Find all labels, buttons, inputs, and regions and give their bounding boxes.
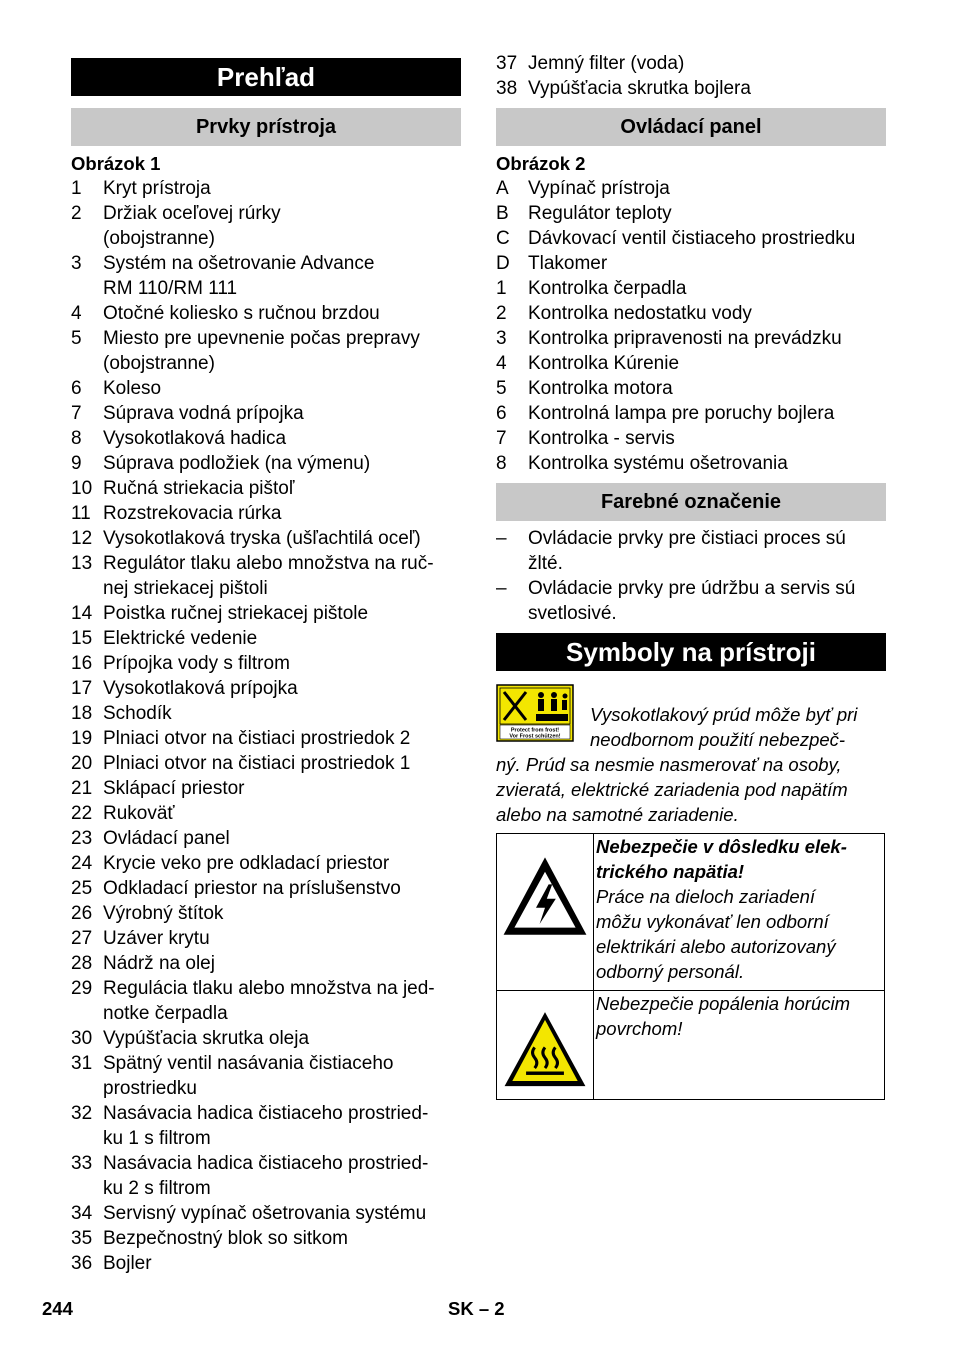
control-panel-item-number: B (496, 203, 509, 224)
control-panel-item-text: Vypínač prístroja (528, 178, 670, 199)
control-panel-item-number: 5 (496, 378, 507, 399)
part-item-number: 25 (71, 878, 93, 899)
part-item (71, 801, 461, 826)
color-coding-item-text: svetlosivé. (528, 603, 617, 624)
part-item-text: Súprava vodná prípojka (103, 403, 304, 424)
section-label: SK – 2 (448, 1298, 505, 1319)
part-item-number: 19 (71, 728, 93, 749)
part-item-text: ku 2 s filtrom (103, 1178, 211, 1199)
part-item-number: 23 (71, 828, 93, 849)
part-item-text: Vypúšťacia skrutka bojlera (528, 78, 751, 99)
part-item-text: Sklápací priestor (103, 778, 245, 799)
color-coding-item-text: Ovládacie prvky pre čistiaci proces sú (528, 528, 846, 549)
part-item-number: 34 (71, 1203, 93, 1224)
hot-text-line-1: Nebezpečie popálenia horúcim (596, 993, 851, 1014)
part-item (71, 201, 461, 251)
part-item-text: Odkladací priestor na príslušenstvo (103, 878, 401, 899)
control-panel-item-text: Kontrolka motora (528, 378, 673, 399)
part-item-number: 6 (71, 378, 82, 399)
page-number: 244 (42, 1298, 73, 1319)
part-item-text: Poistka ručnej striekacej pištole (103, 603, 369, 624)
subsection-title-color-coding: Farebné označenie (496, 483, 886, 521)
color-coding-item-number: – (496, 578, 507, 599)
part-item-text: Plniaci otvor na čistiaci prostriedok 1 (103, 753, 411, 774)
electric-title-line-1: Nebezpečie v dôsledku elek- (596, 836, 847, 857)
part-item-text: notke čerpadla (103, 1003, 228, 1024)
control-panel-item (496, 301, 886, 326)
part-item-number: 16 (71, 653, 93, 674)
part-item-text: Nasávacia hadica čistiaceho prostried- (103, 1103, 429, 1124)
part-item-text: Vysokotlaková hadica (103, 428, 287, 449)
part-item-text: (obojstranne) (103, 353, 215, 374)
hot-surface-text (594, 991, 885, 1100)
part-item-text: Regulátor tlaku alebo množstva na ruč- (103, 553, 434, 574)
part-item-text: Jemný filter (voda) (528, 53, 685, 74)
control-panel-item-text: Kontrolka Kúrenie (528, 353, 680, 374)
part-item (71, 976, 461, 1026)
part-item (496, 51, 886, 76)
part-item (71, 651, 461, 676)
control-panel-item (496, 201, 886, 226)
control-panel-item-number: 3 (496, 328, 507, 349)
part-item-number: 4 (71, 303, 82, 324)
electric-title-line-2: trického napätia! (596, 861, 745, 882)
part-item (71, 876, 461, 901)
part-item (71, 676, 461, 701)
electric-text-line-4: odborný personál. (596, 961, 745, 982)
part-item-text: Servisný vypínač ošetrovania systému (103, 1203, 427, 1224)
figure-label-2: Obrázok 2 (496, 153, 586, 174)
part-item (71, 1026, 461, 1051)
part-item-text: Krycie veko pre odkladací priestor (103, 853, 390, 874)
part-item (71, 401, 461, 426)
part-item-text: Spätný ventil nasávania čistiaceho (103, 1053, 394, 1074)
subsection-title-control-panel: Ovládací panel (496, 108, 886, 146)
frost-warning-label-icon (496, 684, 574, 742)
part-item-text: Otočné koliesko s ručnou brzdou (103, 303, 380, 324)
control-panel-item-number: C (496, 228, 510, 249)
part-item-number: 32 (71, 1103, 93, 1124)
control-panel-item-number: D (496, 253, 510, 274)
control-panel-item-number: 7 (496, 428, 507, 449)
part-item-text: Súprava podložiek (na výmenu) (103, 453, 371, 474)
part-item-text: Vysokotlaková tryska (ušľachtilá oceľ) (103, 528, 421, 549)
part-item (71, 751, 461, 776)
part-item-number: 10 (71, 478, 93, 499)
part-item (71, 1201, 461, 1226)
electric-hazard-cell (497, 834, 594, 991)
part-item (71, 1251, 461, 1276)
part-item (71, 1226, 461, 1251)
part-item-text: Elektrické vedenie (103, 628, 258, 649)
part-item-text: Plniaci otvor na čistiaci prostriedok 2 (103, 728, 411, 749)
part-item-text: prostriedku (103, 1078, 197, 1099)
part-item (71, 776, 461, 801)
part-item-text: ku 1 s filtrom (103, 1128, 211, 1149)
part-item-number: 20 (71, 753, 93, 774)
part-item-number: 11 (71, 503, 91, 524)
control-panel-item-number: 8 (496, 453, 507, 474)
part-item-text: Vysokotlaková prípojka (103, 678, 298, 699)
part-item-number: 15 (71, 628, 93, 649)
symbols-table (496, 833, 885, 1100)
color-coding-item-number: – (496, 528, 507, 549)
part-item-number: 2 (71, 203, 82, 224)
frost-label-line-2: Vor Frost schützen! (509, 733, 561, 740)
part-item (71, 701, 461, 726)
part-item-text: Vypúšťacia skrutka oleja (103, 1028, 310, 1049)
part-item-text: Bojler (103, 1253, 152, 1274)
electric-text-line-2: môžu vykonávať len odborní (596, 911, 829, 932)
part-item-number: 27 (71, 928, 93, 949)
control-panel-item-number: A (496, 178, 509, 199)
control-panel-item-text: Kontrolka nedostatku vody (528, 303, 752, 324)
part-item (71, 826, 461, 851)
part-item-number: 26 (71, 903, 93, 924)
part-item (496, 76, 886, 101)
part-item-number: 18 (71, 703, 93, 724)
part-item-number: 7 (71, 403, 82, 424)
part-item-text: Držiak oceľovej rúrky (103, 203, 281, 224)
part-item (71, 851, 461, 876)
part-item (71, 726, 461, 751)
part-item (71, 451, 461, 476)
part-item-text: Nádrž na olej (103, 953, 215, 974)
control-panel-item-text: Kontrolná lampa pre poruchy bojlera (528, 403, 835, 424)
color-coding-list (496, 526, 886, 626)
part-item-number: 30 (71, 1028, 93, 1049)
control-panel-item-number: 1 (496, 278, 507, 299)
color-coding-item (496, 576, 886, 626)
part-item-text: Kryt prístroja (103, 178, 211, 199)
part-item-text: Uzáver krytu (103, 928, 210, 949)
part-item-number: 5 (71, 328, 82, 349)
control-panel-item-text: Kontrolka pripravenosti na prevádzku (528, 328, 842, 349)
color-coding-item-text: Ovládacie prvky pre údržbu a servis sú (528, 578, 856, 599)
control-panel-item-number: 4 (496, 353, 507, 374)
control-panel-item-text: Kontrolka systému ošetrovania (528, 453, 788, 474)
electric-shock-warning-icon (500, 852, 590, 942)
control-panel-item (496, 376, 886, 401)
section-title-symbols: Symboly na prístroji (496, 633, 886, 671)
parts-list (71, 176, 461, 1276)
part-item-number: 33 (71, 1153, 93, 1174)
pressure-warning-line-3: ný. Prúd sa nesmie nasmerovať na osoby, (496, 754, 842, 775)
part-item-number: 22 (71, 803, 93, 824)
part-item (71, 526, 461, 551)
control-panel-item-text: Tlakomer (528, 253, 608, 274)
part-item-number: 31 (71, 1053, 93, 1074)
control-panel-item (496, 426, 886, 451)
part-item-text: Regulácia tlaku alebo množstva na jed- (103, 978, 435, 999)
control-panel-item (496, 401, 886, 426)
parts-list-continued (496, 51, 886, 101)
part-item (71, 951, 461, 976)
control-panel-item-number: 6 (496, 403, 507, 424)
control-panel-item (496, 251, 886, 276)
part-item-text: Výrobný štítok (103, 903, 224, 924)
part-item (71, 1051, 461, 1101)
part-item-text: Koleso (103, 378, 162, 399)
control-panel-item-text: Kontrolka - servis (528, 428, 675, 449)
part-item-text: Bezpečnostný blok so sitkom (103, 1228, 349, 1249)
part-item (71, 1151, 461, 1201)
part-item (71, 901, 461, 926)
control-panel-item-number: 2 (496, 303, 507, 324)
part-item-text: Ovládací panel (103, 828, 230, 849)
part-item (71, 251, 461, 301)
part-item-number: 37 (496, 53, 518, 74)
part-item (71, 626, 461, 651)
section-title-overview: Prehľad (71, 58, 461, 96)
part-item (71, 426, 461, 451)
part-item-number: 36 (71, 1253, 93, 1274)
part-item-number: 38 (496, 78, 518, 99)
frost-label-line-1: Protect from frost! (510, 727, 560, 734)
hot-surface-warning-icon (502, 1009, 588, 1091)
part-item (71, 501, 461, 526)
symbol-row-hot-surface (497, 991, 885, 1100)
hot-text-line-2: povrchom! (596, 1018, 683, 1039)
electric-text-line-3: elektrikári alebo autorizovaný (596, 936, 836, 957)
part-item (71, 551, 461, 601)
part-item-text: Schodík (103, 703, 172, 724)
control-panel-item-text: Dávkovací ventil čistiaceho prostriedku (528, 228, 856, 249)
hot-surface-cell (497, 991, 594, 1100)
part-item-number: 8 (71, 428, 82, 449)
part-item-number: 1 (71, 178, 82, 199)
part-item-number: 28 (71, 953, 93, 974)
part-item (71, 326, 461, 376)
control-panel-list (496, 176, 886, 476)
part-item-text: Prípojka vody s filtrom (103, 653, 290, 674)
control-panel-item (496, 176, 886, 201)
electric-text-line-1: Práce na dieloch zariadení (596, 886, 816, 907)
symbol-row-electric (497, 834, 885, 991)
part-item-number: 9 (71, 453, 82, 474)
part-item-number: 14 (71, 603, 93, 624)
part-item (71, 926, 461, 951)
part-item (71, 301, 461, 326)
part-item-number: 35 (71, 1228, 93, 1249)
part-item-number: 29 (71, 978, 93, 999)
part-item-number: 12 (71, 528, 93, 549)
part-item-text: Rukoväť (103, 803, 175, 824)
part-item (71, 176, 461, 201)
control-panel-item-text: Kontrolka čerpadla (528, 278, 687, 299)
control-panel-item (496, 451, 886, 476)
part-item-text: nej striekacej pištoli (103, 578, 268, 599)
color-coding-item-text: žlté. (528, 553, 563, 574)
part-item-number: 13 (71, 553, 93, 574)
part-item-number: 3 (71, 253, 82, 274)
part-item-text: Rozstrekovacia rúrka (103, 503, 282, 524)
control-panel-item-text: Regulátor teploty (528, 203, 672, 224)
part-item (71, 601, 461, 626)
part-item (71, 376, 461, 401)
part-item-number: 17 (71, 678, 93, 699)
pressure-warning-line-5: alebo na samotné zariadenie. (496, 804, 739, 825)
control-panel-item (496, 226, 886, 251)
part-item-number: 24 (71, 853, 93, 874)
part-item-text: Miesto pre upevnenie počas prepravy (103, 328, 420, 349)
part-item (71, 1101, 461, 1151)
part-item-text: RM 110/RM 111 (103, 278, 238, 299)
part-item-number: 21 (71, 778, 93, 799)
pressure-warning-line-4: zvieratá, elektrické zariadenia pod napätím (496, 779, 848, 800)
pressure-warning-line-1: Vysokotlakový prúd môže byť pri (590, 704, 858, 725)
part-item (71, 476, 461, 501)
subsection-title-parts: Prvky prístroja (71, 108, 461, 146)
figure-label-1: Obrázok 1 (71, 153, 161, 174)
part-item-text: Nasávacia hadica čistiaceho prostried- (103, 1153, 429, 1174)
part-item-text: (obojstranne) (103, 228, 215, 249)
control-panel-item (496, 326, 886, 351)
color-coding-item (496, 526, 886, 576)
pressure-warning-line-2: neodbornom použití nebezpeč- (590, 729, 846, 750)
part-item-text: Systém na ošetrovanie Advance (103, 253, 375, 274)
control-panel-item (496, 351, 886, 376)
control-panel-item (496, 276, 886, 301)
electric-hazard-text (594, 834, 885, 991)
part-item-text: Ručná striekacia pištoľ (103, 478, 295, 499)
